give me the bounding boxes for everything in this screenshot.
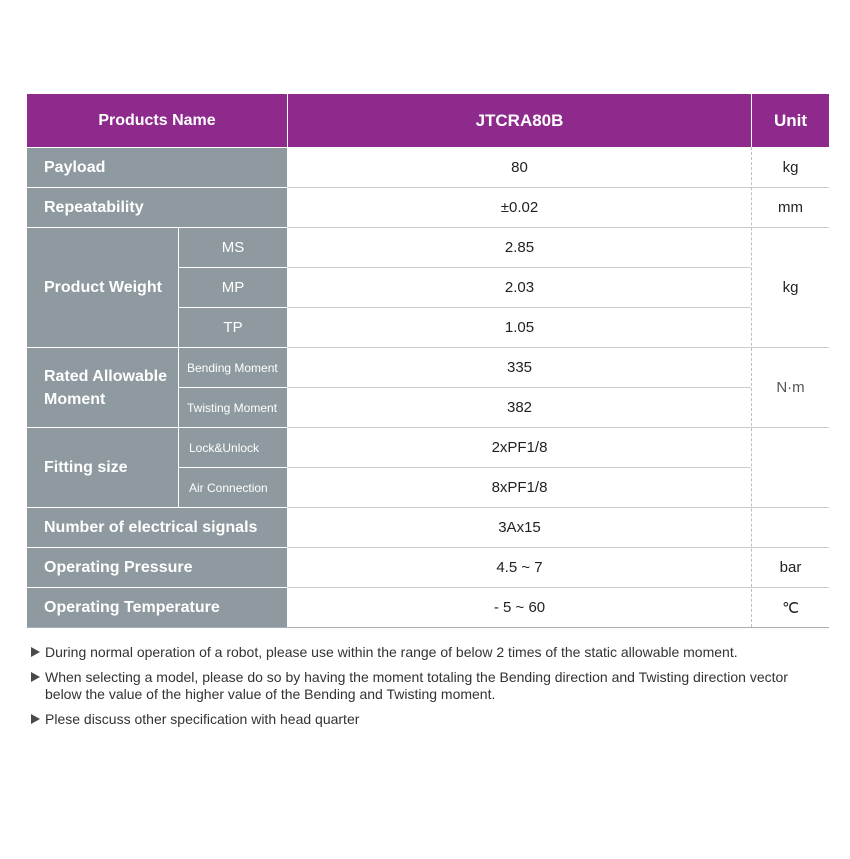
unit-product-weight: kg xyxy=(752,228,829,347)
note-text: When selecting a model, please do so by having the moment totaling the Bending direction and Twisting direction vector below the value of the higher value of the Bending and Twisting moment. xyxy=(45,669,788,702)
value-payload: 80 xyxy=(288,148,751,187)
table-bottom-border xyxy=(27,627,829,628)
row-divider xyxy=(288,427,829,428)
triangle-bullet-icon xyxy=(31,714,40,724)
value-mp: 2.03 xyxy=(288,268,751,307)
row-label-electrical-signals: Number of electrical signals xyxy=(27,508,287,547)
row-divider xyxy=(288,267,751,268)
unit-column-divider xyxy=(751,147,752,627)
header-model: JTCRA80B xyxy=(288,94,751,147)
sub-label-ms: MS xyxy=(179,228,287,267)
note-item xyxy=(31,669,821,703)
note-text: Plese discuss other specification with head quarter xyxy=(45,711,360,727)
unit-rated-moment: N·m xyxy=(752,348,829,427)
spec-table xyxy=(27,94,829,628)
value-air-connection: 8xPF1/8 xyxy=(288,468,751,507)
row-divider xyxy=(288,507,829,508)
row-label-operating-pressure: Operating Pressure xyxy=(27,548,287,587)
note-item xyxy=(31,644,821,661)
row-divider xyxy=(288,387,751,388)
row-label-product-weight: Product Weight xyxy=(27,228,178,347)
header-unit: Unit xyxy=(752,94,829,147)
sub-label-air-connection: Air Connection xyxy=(179,468,287,507)
triangle-bullet-icon xyxy=(31,672,40,682)
row-divider xyxy=(288,547,829,548)
unit-fitting-size xyxy=(752,428,829,507)
sub-label-tp: TP xyxy=(179,308,287,347)
row-divider xyxy=(288,227,829,228)
row-divider xyxy=(288,467,751,468)
sub-label-mp: MP xyxy=(179,268,287,307)
unit-operating-pressure: bar xyxy=(752,548,829,587)
row-label-operating-temperature: Operating Temperature xyxy=(27,588,287,627)
row-divider xyxy=(288,587,829,588)
unit-repeatability: mm xyxy=(752,188,829,227)
sub-label-lock-unlock: Lock&Unlock xyxy=(179,428,287,467)
row-label-rated-moment: Rated Allowable Moment xyxy=(27,348,178,427)
note-item xyxy=(31,711,821,728)
value-tp: 1.05 xyxy=(288,308,751,347)
value-bending-moment: 335 xyxy=(288,348,751,387)
notes xyxy=(31,644,821,736)
row-divider xyxy=(288,187,829,188)
sub-label-bending-moment: Bending Moment xyxy=(179,348,287,387)
unit-payload: kg xyxy=(752,148,829,187)
row-label-fitting-size: Fitting size xyxy=(27,428,178,507)
value-repeatability: ±0.02 xyxy=(288,188,751,227)
value-operating-temperature: - 5 ~ 60 xyxy=(288,588,751,627)
value-ms: 2.85 xyxy=(288,228,751,267)
triangle-bullet-icon xyxy=(31,647,40,657)
row-label-payload: Payload xyxy=(27,148,287,187)
row-divider xyxy=(288,307,751,308)
note-text: During normal operation of a robot, please use within the range of below 2 times of the static allowable moment. xyxy=(45,644,738,660)
value-twisting-moment: 382 xyxy=(288,388,751,427)
sub-label-twisting-moment: Twisting Moment xyxy=(179,388,287,427)
row-divider xyxy=(288,347,829,348)
value-operating-pressure: 4.5 ~ 7 xyxy=(288,548,751,587)
unit-operating-temperature: ℃ xyxy=(752,588,829,627)
header-products-name: Products Name xyxy=(27,94,287,147)
row-label-repeatability: Repeatability xyxy=(27,188,287,227)
value-electrical-signals: 3Ax15 xyxy=(288,508,751,547)
value-lock-unlock: 2xPF1/8 xyxy=(288,428,751,467)
unit-electrical-signals xyxy=(752,508,829,547)
